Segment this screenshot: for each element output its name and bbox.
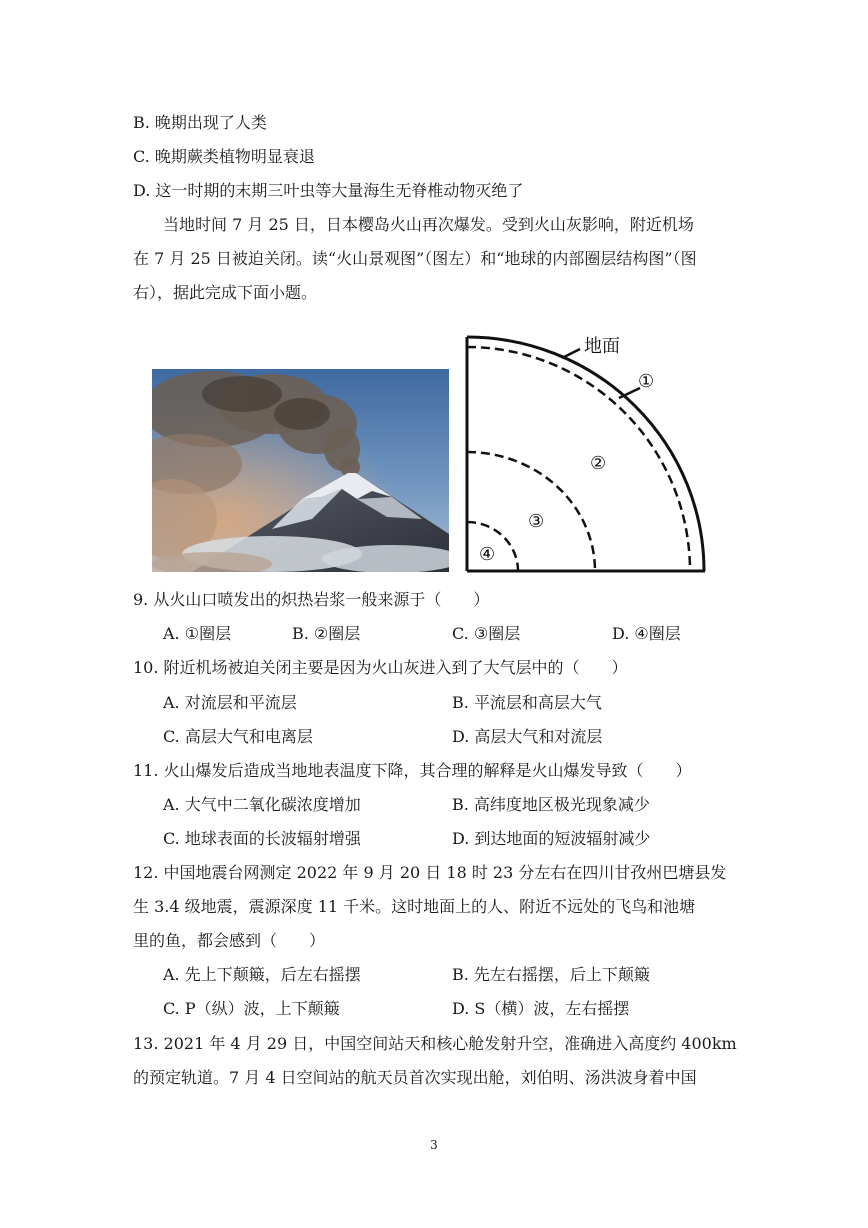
q12-stem-line-2: 生 3.4 级地震，震源深度 11 千米。这时地面上的人、附近不远处的飞鸟和池塘: [133, 897, 696, 916]
q9-option-d: D. ④圈层: [612, 624, 681, 643]
q11-stem: 11. 火山爆发后造成当地地表温度下降，其合理的解释是火山爆发导致（ ）: [133, 761, 692, 780]
q10-option-b: B. 平流层和高层大气: [452, 693, 602, 712]
q12-option-a: A. 先上下颠簸，后左右摇摆: [163, 965, 361, 984]
q11-option-d: D. 到达地面的短波辐射减少: [452, 829, 651, 848]
q9-option-c: C. ③圈层: [452, 624, 521, 643]
earth-layers-diagram: [462, 330, 712, 578]
q9-option-b: B. ②圈层: [292, 624, 361, 643]
layer-4-label: ④: [479, 544, 496, 565]
q12-option-b: B. 先左右摇摆，后上下颠簸: [452, 965, 650, 984]
q11-option-b: B. 高纬度地区极光现象减少: [452, 795, 650, 814]
page-number: 3: [430, 1138, 438, 1152]
q12-stem-line-1: 12. 中国地震台网测定 2022 年 9 月 20 日 18 时 23 分左右在四川甘孜州巴塘县发: [133, 863, 727, 882]
q10-option-d: D. 高层大气和对流层: [452, 727, 603, 746]
layer-3-label: ③: [528, 511, 545, 532]
option-d-prev: D. 这一时期的末期三叶虫等大量海生无脊椎动物灭绝了: [133, 181, 524, 200]
q9-stem: 9. 从火山口喷发出的炽热岩浆一般来源于（ ）: [133, 590, 490, 609]
q11-option-c: C. 地球表面的长波辐射增强: [163, 829, 361, 848]
volcano-photo: [152, 369, 449, 572]
surface-arc: [467, 337, 704, 571]
q11-option-a: A. 大气中二氧化碳浓度增加: [163, 795, 361, 814]
passage-line-3: 右），据此完成下面小题。: [133, 283, 318, 302]
passage-line-1: 当地时间 7 月 25 日，日本樱岛火山再次爆发。受到火山灰影响，附近机场: [163, 215, 694, 234]
q9-option-a: A. ①圈层: [163, 624, 232, 643]
layer-2-label: ②: [590, 453, 607, 474]
surface-label: 地面: [584, 336, 620, 356]
q13-stem-line-2: 的预定轨道。7 月 4 日空间站的航天员首次实现出舱，刘伯明、汤洪波身着中国: [133, 1068, 697, 1087]
q12-stem-line-3: 里的鱼，都会感到（ ）: [133, 931, 326, 950]
layer-1-label: ①: [638, 371, 655, 392]
q10-option-c: C. 高层大气和电离层: [163, 727, 313, 746]
surface-leader: [562, 349, 580, 358]
q13-stem-line-1: 13. 2021 年 4 月 29 日，中国空间站天和核心舱发射升空，准确进入高度约 400km: [133, 1034, 737, 1053]
q12-option-d: D. S（横）波，左右摇摆: [452, 999, 630, 1018]
passage-line-2: 在 7 月 25 日被迫关闭。读“火山景观图”（图左）和“地球的内部圈层结构图”（图: [133, 249, 697, 268]
option-b-prev: B. 晚期出现了人类: [133, 113, 267, 132]
q12-option-c: C. P（纵）波，上下颠簸: [163, 999, 340, 1018]
q10-option-a: A. 对流层和平流层: [163, 693, 297, 712]
option-c-prev: C. 晚期蕨类植物明显衰退: [133, 147, 315, 166]
boundary-1-2: [467, 347, 690, 571]
q10-stem: 10. 附近机场被迫关闭主要是因为火山灰进入到了大气层中的（ ）: [133, 658, 628, 677]
